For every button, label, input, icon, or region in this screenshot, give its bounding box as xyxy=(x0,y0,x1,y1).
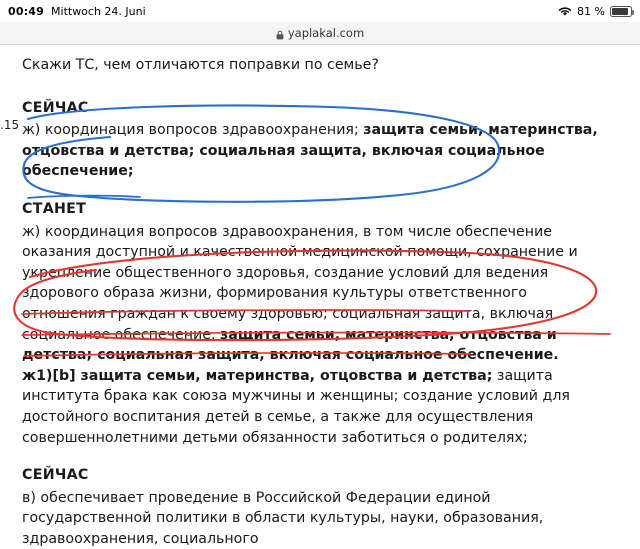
paragraph-1 xyxy=(22,120,614,182)
wifi-icon xyxy=(558,6,572,17)
heading-seychas-1: СЕЙЧАС xyxy=(22,99,89,116)
paragraph-2-seg-0: ж) координация вопросов здравоохранения, в том числе обеспечение оказания доступной и качественной медицинской помощи, сохранение и укрепление общественного здоровья, создание условий для ведения здорового образа жизни, формирования культуры ответственного отношения граждан к своему здоровью; социальная защита, включая социальное обеспечение. xyxy=(22,223,578,343)
paragraph-4-seg-0: в) обеспечивает проведение в Российской Федерации единой государственной политики в области культуры, науки, образования, здравоохранения, социального xyxy=(22,489,544,547)
paragraph-2-seg-1: защита семьи, материнства, отцовства и детства; социальная защита, включая социальное обеспечение. xyxy=(22,326,559,364)
paragraph-1-seg-0: ж) координация вопросов здравоохранения; xyxy=(22,122,364,139)
heading-seychas-2: СЕЙЧАС xyxy=(22,467,89,484)
battery-percent-label: 81 % xyxy=(577,4,605,18)
web-page-content xyxy=(0,45,640,547)
paragraph-3-seg-1: защита института брака как союза мужчины и женщины; создание условий для достойного воспитания детей в семье, а также для осуществления совершеннолетними детьми обязанности заботиться о родителях; xyxy=(22,367,570,446)
clock: 00:49 xyxy=(8,4,45,18)
paragraph-3 xyxy=(22,366,614,448)
heading-stanet: СТАНЕТ xyxy=(22,200,87,217)
status-bar-right xyxy=(558,0,632,22)
article-body xyxy=(22,55,614,549)
paragraph-1-seg-1: защита семьи, материнства, отцовства и детства; социальная защита, включая социальное обеспечение; xyxy=(22,122,598,180)
question-line: Скажи ТС, чем отличаются поправки по семье? xyxy=(22,57,379,73)
status-bar-left xyxy=(8,5,146,18)
battery-icon xyxy=(610,6,632,17)
paragraph-2 xyxy=(22,222,614,366)
url-text: yaplakal.com xyxy=(287,26,365,40)
paragraph-4 xyxy=(22,488,614,549)
paragraph-3-seg-0: ж1)[b] защита семьи, материнства, отцовства и детства; xyxy=(22,367,493,384)
lock-icon xyxy=(276,29,284,39)
status-bar xyxy=(0,0,640,22)
margin-line-number: .15 xyxy=(0,118,20,132)
date-label: Mittwoch 24. Juni xyxy=(51,4,146,18)
browser-address-bar[interactable] xyxy=(0,22,640,45)
